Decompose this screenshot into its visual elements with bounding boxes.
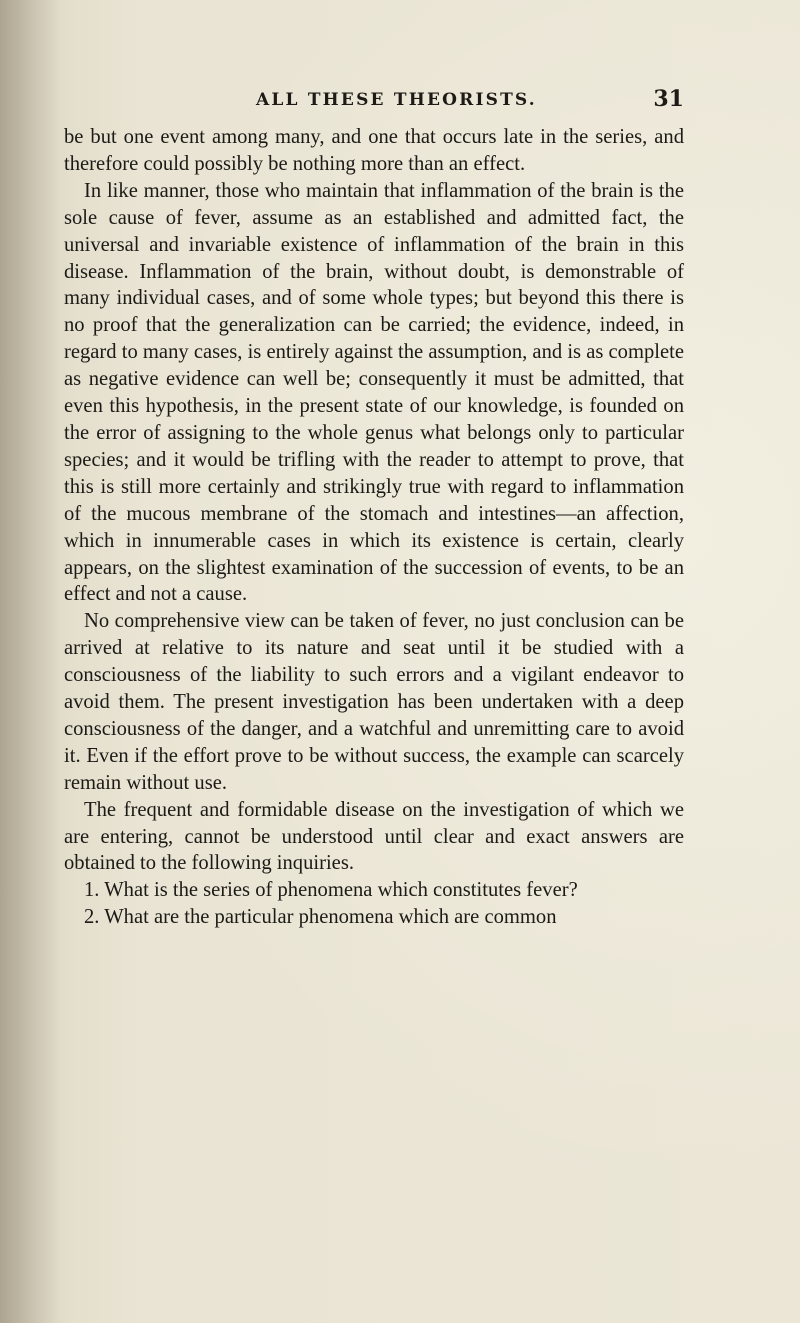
body-text [64,124,684,931]
page-number: 31 [653,86,684,112]
running-title: ALL THESE THEORISTS. [256,90,537,110]
paragraph-comprehensive-view: No comprehensive view can be taken of fever, no just conclusion can be arrived at relative to its nature and seat until it be studied with a consciousness of the liability to such errors and a vigilant endeavor to avoid them. The present investigation has been undertaken with a deep consciousness of the danger, and a watchful and unremitting care to avoid it. Even if the effort prove to be without success, the example can scarcely remain without use. [64,610,684,794]
paragraph-inflammation: In like manner, those who maintain that inflammation of the brain is the sole cause of fever, assume as an established and admitted fact, the universal and invariable existence of inflammation of the brain in this disease. Inflammation of the brain, without doubt, is demonstrable of many individual cases, and of some whole types; but beyond this there is no proof that the generalization can be carried; the evidence, indeed, in regard to many cases, is entirely against the assumption, and is as complete as negative evidence can well be; consequently it must be admitted, that even this hypothesis, in the present state of our knowledge, is founded on the error of assigning to the whole genus what belongs only to particular species; and it would be trifling with the reader to attempt to prove, that this is still more certainly and strikingly true with regard to inflammation of the mucous membrane of the stomach and intestines—an affection, which in innumerable cases in which its existence is certain, clearly appears, on the slightest examination of the succession of events, to be an effect and not a cause. [64,179,684,606]
paragraph-inquiries-intro: The frequent and formidable disease on the investigation of which we are entering, cannot be understood until clear and exact answers are obtained to the following inquiries. [64,798,684,875]
inquiry-1: 1. What is the series of phenomena which constitutes fever? [84,879,578,902]
binding-gutter-shadow [0,0,60,1323]
inquiry-2: 2. What are the particular phenomena which are common [84,906,557,929]
paragraph-continued: be but one event among many, and one that occurs late in the series, and therefore could possibly be nothing more than an effect. [64,126,684,175]
page-header [256,86,684,118]
